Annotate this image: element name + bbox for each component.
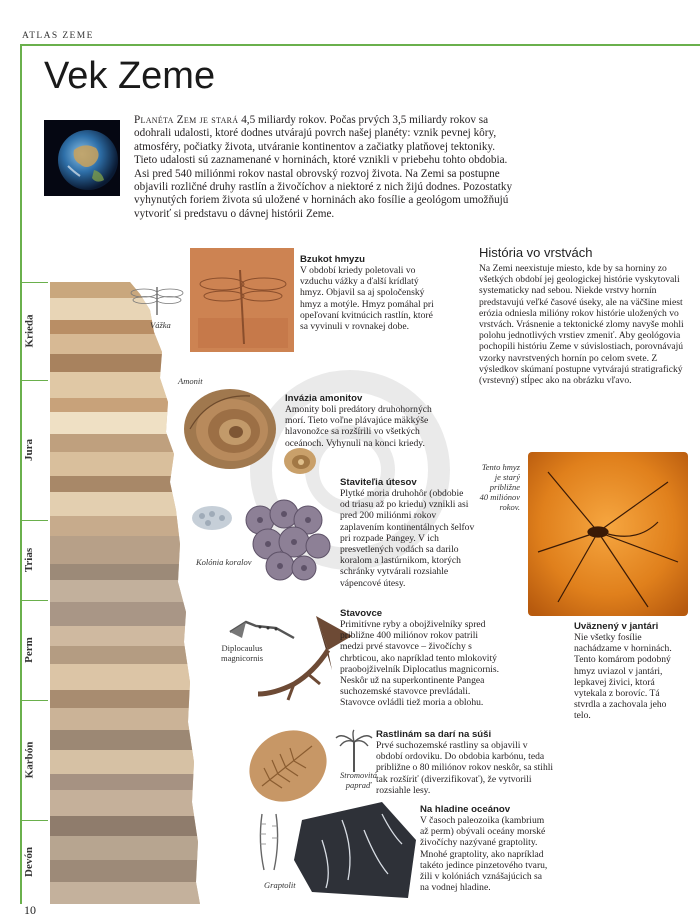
section-hmyz	[300, 254, 442, 332]
fern-fossil-image	[246, 728, 330, 809]
section-oceanov-body: V časoch paleozoika (kambrium až perm) obývali oceány morské živočíchy nazývané graptolity. Mnohé graptolity, ako napríklad takéto jedince pinzetového tvaru, žili v kolóniách vznášajúcich sa na vodnej hladine.	[420, 815, 548, 894]
dragonfly-icon	[130, 283, 184, 322]
small-coral-image	[190, 504, 234, 537]
caption-kolonia: Kolónia koralov	[196, 557, 252, 567]
graptolite-sketch-icon	[254, 812, 284, 877]
caption-vazka: Vážka	[150, 320, 171, 330]
caption-amonit: Amonit	[178, 376, 203, 386]
intro-text	[134, 114, 519, 221]
section-utesy-title: Staviteľia útesov	[340, 477, 417, 488]
section-utesy-body: Plytké moria druhohôr (obdobie od triasu až po kriedu) vznikli asi pred 200 miliónmi rokov zaplavením kontinentálnych šelfov pri rozpade Pangey. V ich presvetlených vodách sa darilo koralom a lastúrnikom, ktorých schránky vytvárali rozsiahle vápencové útesy.	[340, 488, 475, 589]
caption-amber: Tento hmyz je starý približne 40 miliónov rokov.	[479, 462, 520, 512]
section-hmyz-body: V období kriedy poletovali vo vzduchu vážky a ďalší krídlatý hmyz. Objavil sa aj spoločenský hmyz a motýle. Hmyz pomáhal pri opeľovaní kvitnúcich rastlín, ktoré sa vyvinuli v rovnakej dobe.	[300, 265, 434, 333]
intro-body: 4,5 miliardy rokov. Počas prvých 3,5 miliardy rokov sa odohrali udalosti, ktoré dodnes utvárajú povrch našej planéty: vznik pevnej kôry, atmosféry, počiatky života, utváranie kontinentov a začiatky platňovej tektoniky. Tieto udalosti sú zaznamenané v horninách, ktoré vznikli v priebehu tohto obdobia. Asi pred 540 miliónmi rokov nastal obrovský rozvoj života. Na Zemi sa postupne objavili rozličné druhy rastlín a živočíchov a niektoré z nich žijú dodnes. Pozostatky vyhynutých foriem života sú uložené v horninách ako fosílie a geológom umožňujú vytvoriť si predstavu o dávnej histórii Zeme.	[134, 114, 513, 220]
period-label-krieda: Krieda	[23, 314, 35, 348]
section-jantar-body: Nie všetky fosílie nachádzame v horninách. Tento komárom podobný hmyz uviazol v jantári, lepkavej živici, ktorá vytekala z borovíc. Tá stvrdla a zachovala jeho telo.	[574, 632, 672, 722]
section-hmyz-title: Bzukot hmyzu	[300, 254, 366, 265]
section-jantar	[574, 621, 684, 722]
section-historia-title: História vo vrstvách	[479, 245, 593, 260]
caption-strom: Stromovitá papraď	[340, 770, 377, 790]
coral-colony-image	[240, 498, 336, 589]
caption-diplocaulus: Diplocaulus magnicornis	[221, 643, 264, 663]
section-amonity	[285, 393, 450, 449]
section-jantar-title: Uväznený v jantári	[574, 621, 659, 632]
section-rastlinam-title: Rastlinám sa darí na súši	[376, 729, 492, 740]
period-label-perm: Perm	[23, 637, 35, 663]
page-number: 10	[24, 903, 36, 917]
period-label-devon: Devón	[22, 847, 35, 877]
section-oceanov-title: Na hladine oceánov	[420, 804, 511, 815]
section-stavovce	[340, 608, 500, 709]
section-amonity-title: Invázia amonitov	[285, 393, 363, 404]
period-label-jura: Jura	[23, 439, 35, 461]
period-label-trias: Trias	[23, 547, 35, 573]
graptolite-fossil-image	[292, 800, 418, 905]
section-utesy	[340, 477, 475, 589]
section-rastlinam-body: Prvé suchozemské rastliny sa objavili v období ordoviku. Do obdobia karbónu, teda približne o 80 miliónov rokov neskôr, sa stihli tak rozšíriť (diverzifikovať), že vytvorili rozsiahle lesy.	[376, 740, 554, 796]
section-oceanov	[420, 804, 550, 893]
running-header: ATLAS ZEME	[22, 31, 94, 41]
ammonite-fossil-image	[180, 384, 280, 479]
section-stavovce-title: Stavovce	[340, 608, 383, 619]
diplocaulus-fossil-image	[254, 610, 354, 715]
dragonfly-fossil-image	[190, 248, 294, 352]
page-title: Vek Zeme	[44, 55, 216, 97]
intro-lead: Planéta Zem je stará	[134, 114, 239, 126]
amber-insect-image	[528, 452, 688, 616]
earth-image	[44, 120, 120, 196]
section-rastlinam	[376, 729, 556, 796]
caption-graptolit: Graptolit	[264, 880, 296, 890]
section-amonity-body: Amonity boli predátory druhohorných morí. Tieto voľne plávajúce mäkkýše hlavonožce sa rozšírili vo všetkých oceánoch. Vyhynuli na konci kriedy.	[285, 404, 432, 449]
small-ammonite-image	[282, 446, 318, 481]
section-historia-body: Na Zemi neexistuje miesto, kde by sa horniny zo všetkých období jej geologickej histórie vyskytovali systematicky nad sebou. Niekde vrstvy hornín predstavujú veľké časové úseky, ale na väčšine miest erózia odniesla milióny rokov histórie uložených vo vrstvách. Vrásnenie a tektonické zlomy navyše mohli polohu jednotlivých vrstiev zmeniť. Aby geológovia pochopili históriu Zeme v súvislostiach, porovnávajú vzorky navrstvených hornín po celom svete. Z výsledkov skúmaní postupne vytvárajú stratigrafický (vrstevný) stĺpec ako na obrázku vľavo.	[479, 263, 684, 387]
period-label-karbon: Karbón	[23, 741, 35, 779]
section-stavovce-body: Primitívne ryby a obojživelníky spred približne 400 miliónov rokov patrili medzi prvé stavovce – živočíchy s chrbticou, ako napríklad tento mlokovitý praobojživelník Diplocatlus magnicornis. Neskôr už na superkontinente Pangea suchozemské stavovce prevládali. Stavovce ovládli tiež moria a oblohu.	[340, 619, 500, 709]
